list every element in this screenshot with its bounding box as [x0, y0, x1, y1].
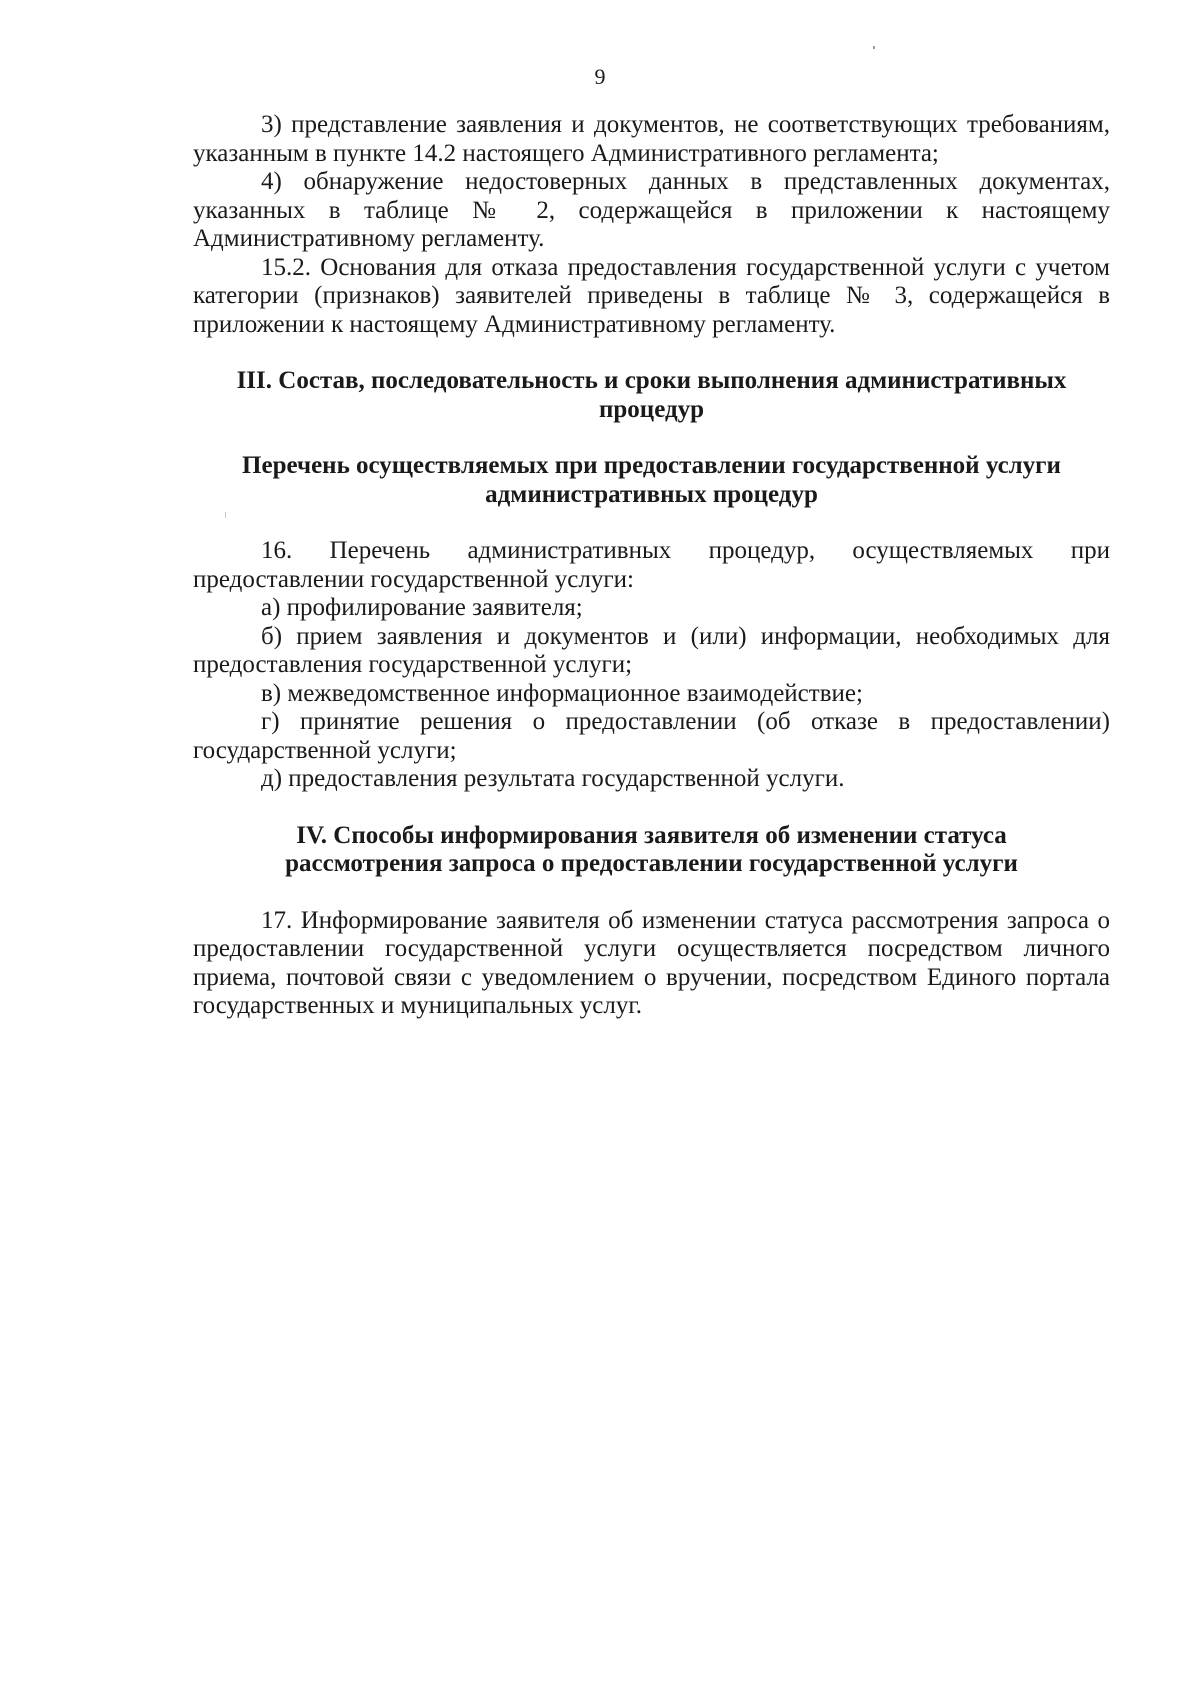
paragraph-item-4: 4) обнаружение недостоверных данных в представленных документах, указанных в таблице № 2, содержащейся в приложении к настоящему Административному регламенту. — [193, 168, 1110, 252]
document-body — [193, 111, 1110, 1021]
list-item-g: г) принятие решения о предоставлении (об отказе в предоставлении) государственной услуги; — [193, 708, 1110, 764]
scan-speck — [873, 46, 875, 49]
paragraph-15-2: 15.2. Основания для отказа предоставления государственной услуги с учетом категории (признаков) заявителей приведены в таблице № 3, содержащейся в приложении к настоящему Административному регламенту. — [193, 253, 1110, 338]
section-3-subheading: Перечень осуществляемых при предоставлении государственной услуги административных процедур — [242, 452, 1061, 508]
list-item-a: а) профилирование заявителя; — [261, 594, 583, 621]
paragraph-16: 16. Перечень административных процедур, осуществляемых при предоставлении государственной услуги: — [193, 537, 1110, 593]
list-item-v: в) межведомственное информационное взаимодействие; — [261, 679, 863, 707]
section-4-heading: IV. Способы информирования заявителя об изменении статуса рассмотрения запроса о предоставлении государственной услуги — [285, 821, 1018, 877]
paragraph-17: 17. Информирование заявителя об изменении статуса рассмотрения запроса о предоставлении государственной услуги осуществляется посредством личного приема, почтовой связи с уведомлением о вручении, посредством Единого портала государственных и муниципальных услуг. — [193, 906, 1110, 1019]
page-number: 9 — [594, 64, 606, 89]
list-item-b: б) прием заявления и документов и (или) информации, необходимых для предоставления государственной услуги; — [193, 622, 1110, 678]
paragraph-item-3: 3) представление заявления и документов, не соответствующих требованиям, указанным в пункте 14.2 настоящего Административного регламента; — [193, 111, 1110, 167]
section-3-heading: III. Состав, последовательность и сроки выполнения административных процедур — [236, 367, 1067, 423]
list-item-d: д) предоставления результата государственной услуги. — [261, 765, 845, 792]
